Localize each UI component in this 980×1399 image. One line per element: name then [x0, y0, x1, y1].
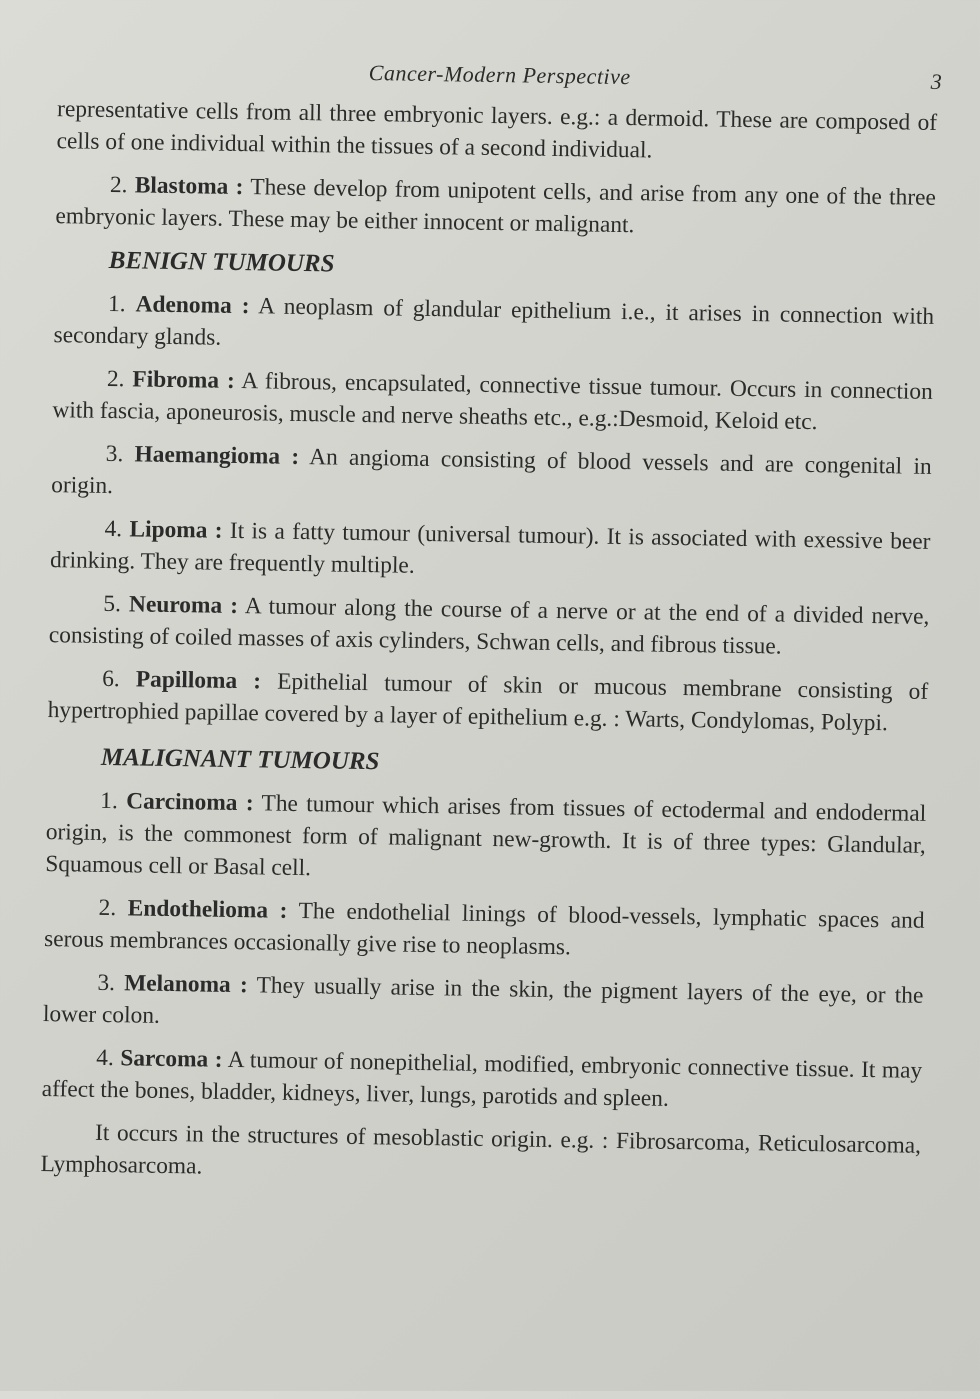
- item-term: Blastoma :: [134, 172, 244, 201]
- item-text: A tumour along the course of a nerve or at the end of a divided nerve, consisting of coiled masses of axis cylinders, Schwan cells, and fibrous tissue.: [48, 593, 930, 660]
- malignant-item-endothelioma: [44, 891, 925, 969]
- item-number: 5.: [103, 590, 122, 618]
- item-number: 2.: [98, 894, 117, 922]
- benign-item-haemangioma: [51, 437, 932, 515]
- item-term: Haemangioma :: [134, 441, 300, 470]
- malignant-item-melanoma: [43, 966, 924, 1044]
- item-term: Melanoma :: [124, 970, 248, 999]
- malignant-heading: MALIGNANT TUMOURS: [100, 743, 380, 776]
- item-number: 3.: [97, 969, 116, 997]
- blastoma-paragraph: [55, 168, 936, 246]
- item-number: 4.: [96, 1044, 115, 1072]
- body-text: [40, 93, 937, 1205]
- item-number: 1.: [107, 290, 126, 318]
- item-term: Papilloma :: [135, 666, 262, 695]
- item-term: Neuroma :: [128, 591, 239, 620]
- item-text: These develop from unipotent cells, and arise from any one of the three embryonic layers. These may be either innocent or malignant.: [55, 174, 937, 239]
- item-term: Fibroma :: [132, 366, 235, 394]
- item-term: Lipoma :: [129, 516, 223, 544]
- benign-item-neuroma: [49, 587, 930, 665]
- item-term: Sarcoma :: [120, 1045, 223, 1073]
- item-text: An angioma consisting of blood vessels and are congenital in origin.: [51, 444, 932, 500]
- item-term: Carcinoma :: [125, 788, 254, 817]
- item-text: A neoplasm of glandular epithelium i.e., it arises in connection with secondary glands.: [53, 293, 935, 351]
- running-title: Cancer-Modern Perspective: [368, 60, 631, 90]
- item-number: 2.: [106, 365, 125, 393]
- benign-item-fibroma: [52, 362, 933, 440]
- benign-item-papilloma: [47, 662, 928, 740]
- item-text: It is a fatty tumour (universal tumour). It is associated with exessive beer drinking. They are frequently multiple.: [49, 517, 931, 579]
- page-number: 3: [930, 68, 942, 95]
- item-text: The endothelial linings of blood-vessels, lymphatic spaces and serous membrances occasionally give rise to neoplasms.: [43, 898, 925, 961]
- item-term: Adenoma :: [135, 291, 250, 320]
- malignant-item-sarcoma: [42, 1041, 923, 1119]
- item-text: A fibrous, encapsulated, connective tissue tumour. Occurs in connection with fascia, aponeurosis, muscle and nerve sheaths etc., e.g.:Desmoid, Keloid etc.: [52, 368, 934, 436]
- benign-item-adenoma: [53, 287, 934, 365]
- benign-heading: BENIGN TUMOURS: [108, 246, 335, 278]
- item-text: The tumour which arises from tissues of ectodermal and endodermal origin, is the commonest form of malignant new-growth. It is of three types: Glandular, Squamous cell or Basal cell.: [45, 790, 927, 882]
- item-number: 4.: [104, 515, 123, 543]
- malignant-closing: It occurs in the structures of mesoblastic origin. e.g. : Fibrosarcoma, Reticulosarcoma, Lymphosarcoma.: [40, 1119, 922, 1180]
- malignant-item-carcinoma: [45, 784, 926, 894]
- item-text: Epithelial tumour of skin or mucous membrane consisting of hypertrophied papillae covered by a layer of epithelium e.g. : Warts, Condylomas, Polypi.: [47, 668, 929, 737]
- item-number: 1.: [100, 787, 119, 815]
- item-text: A tumour of nonepithelial, modified, embryonic connective tissue. It may affect the bones, bladder, kidneys, liver, lungs, parotids and spleen.: [41, 1046, 923, 1112]
- benign-item-lipoma: [50, 512, 931, 590]
- item-number: 3.: [105, 440, 124, 468]
- item-number: 6.: [102, 665, 120, 693]
- item-text: They usually arise in the skin, the pigment layers of the eye, or the lower colon.: [42, 972, 924, 1029]
- item-number: 2.: [109, 171, 128, 199]
- item-term: Endothelioma :: [127, 895, 288, 924]
- intro-continuation: representative cells from all three embryonic layers. e.g.: a dermoid. These are composed of cells of one individual within the tissues of a second individual.: [56, 96, 938, 164]
